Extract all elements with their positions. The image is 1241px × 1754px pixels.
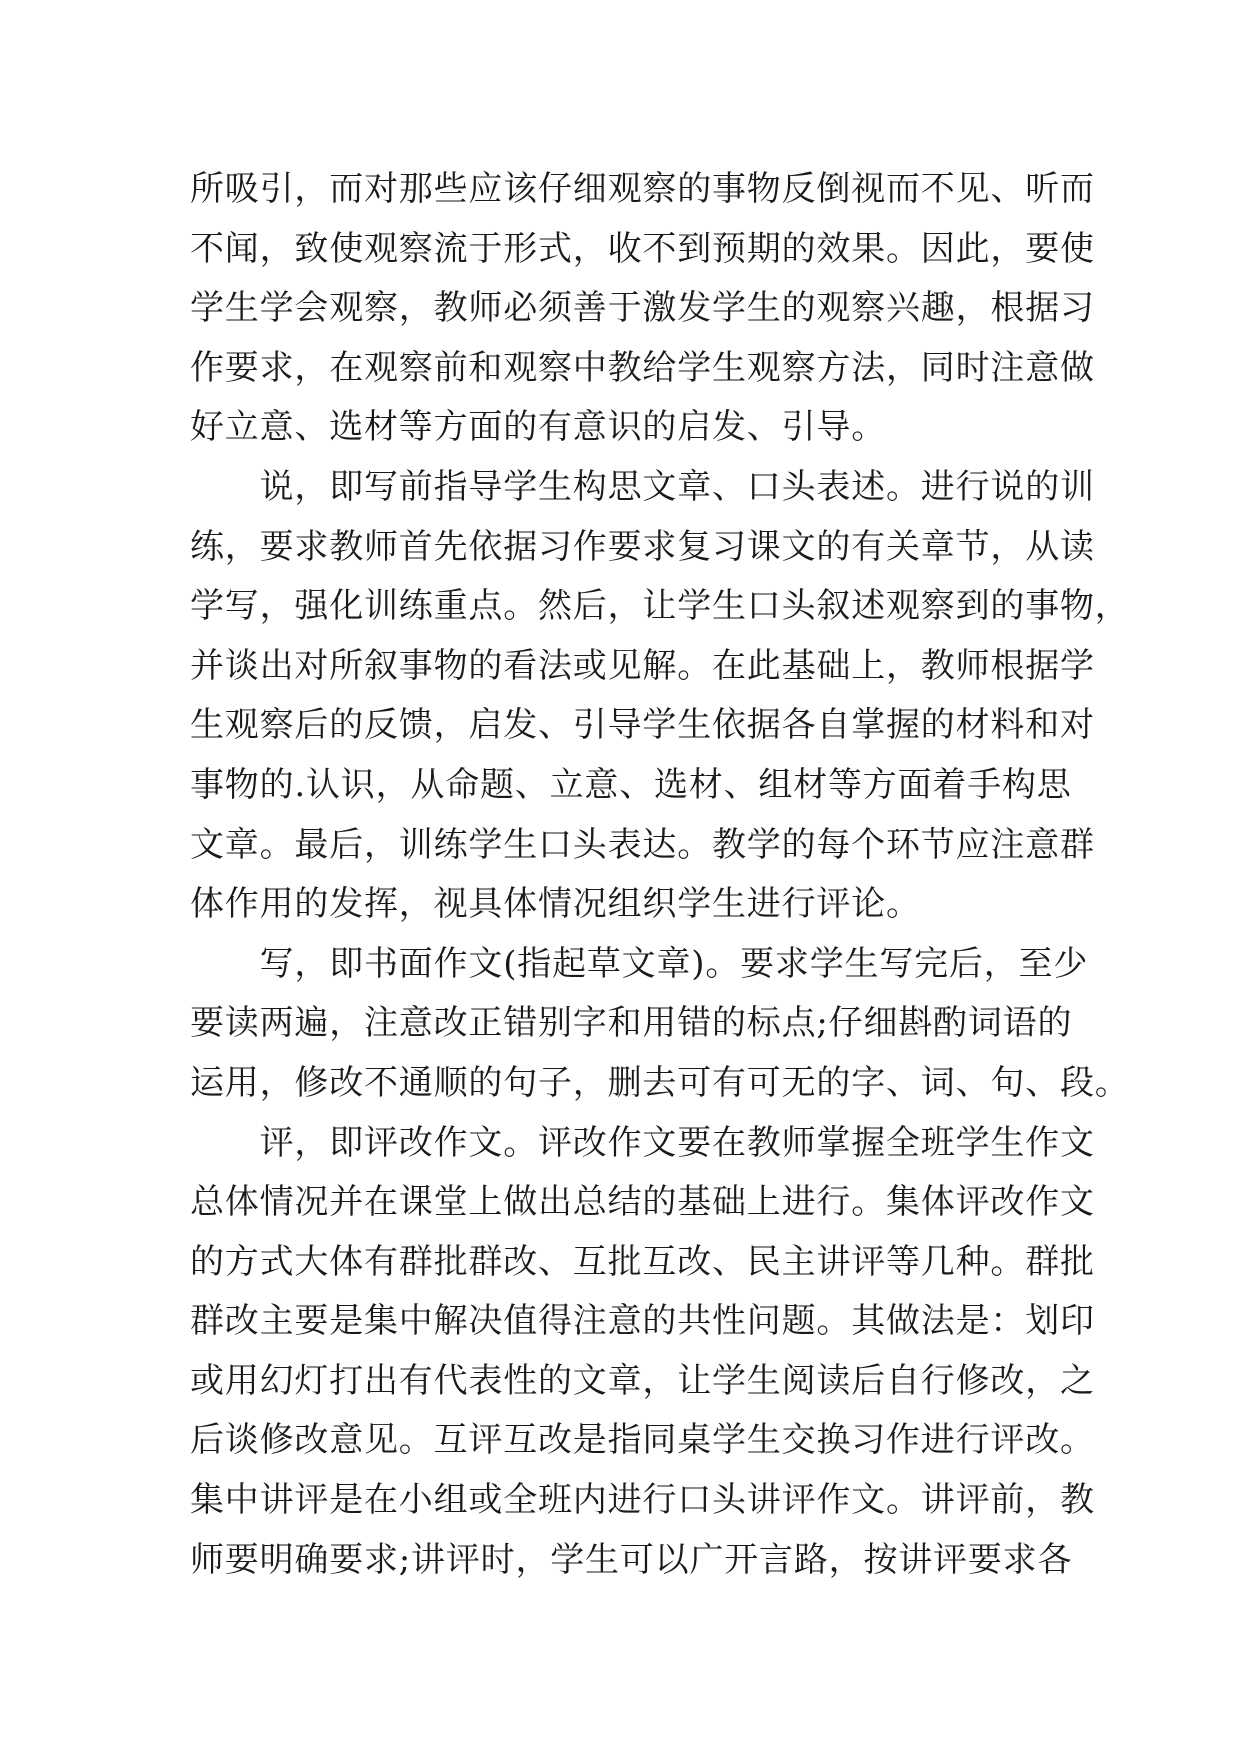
text-line: 生观察后的反馈，启发、引导学生依据各自掌握的材料和对 <box>190 705 1095 746</box>
text-line: 学写，强化训练重点。然后，让学生口头叙述观察到的事物， <box>190 586 1130 627</box>
text-line: 师要明确要求;讲评时，学生可以广开言路，按讲评要求各 <box>190 1539 1073 1580</box>
text-line: 群改主要是集中解决值得注意的共性问题。其做法是：划印 <box>190 1301 1095 1342</box>
paragraph-start-line: 评，即评改作文。评改作文要在教师掌握全班学生作文 <box>190 1122 1095 1163</box>
text-line: 总体情况并在课堂上做出总结的基础上进行。集体评改作文 <box>190 1182 1095 1223</box>
text-line: 要读两遍，注意改正错别字和用错的标点;仔细斟酌词语的 <box>190 1003 1073 1044</box>
text-line: 或用幻灯打出有代表性的文章，让学生阅读后自行修改，之 <box>190 1360 1095 1401</box>
paragraph-start-line: 写，即书面作文(指起草文章)。要求学生写完后，至少 <box>190 943 1089 984</box>
body-text <box>190 160 1130 1590</box>
text-line: 练，要求教师首先依据习作要求复习课文的有关章节，从读 <box>190 526 1095 567</box>
text-line: 学生学会观察，教师必须善于激发学生的观察兴趣，根据习 <box>190 288 1095 329</box>
text-line: 事物的.认识，从命题、立意、选材、组材等方面着手构思 <box>190 764 1072 805</box>
text-line: 运用，修改不通顺的句子，删去可有可无的字、词、句、段。 <box>190 1062 1130 1103</box>
text-line: 作要求，在观察前和观察中教给学生观察方法，同时注意做 <box>190 347 1095 388</box>
text-line: 集中讲评是在小组或全班内进行口头讲评作文。讲评前，教 <box>190 1480 1095 1521</box>
text-line: 所吸引，而对那些应该仔细观察的事物反倒视而不见、听而 <box>190 169 1095 209</box>
text-line: 并谈出对所叙事物的看法或见解。在此基础上，教师根据学 <box>190 645 1095 686</box>
text-line: 文章。最后，训练学生口头表达。教学的每个环节应注意群 <box>190 824 1095 865</box>
text-line: 不闻，致使观察流于形式，收不到预期的效果。因此，要使 <box>190 228 1095 269</box>
text-line: 体作用的发挥，视具体情况组织学生进行评论。 <box>190 884 921 925</box>
text-line: 后谈修改意见。互评互改是指同桌学生交换习作进行评改。 <box>190 1420 1095 1461</box>
text-line: 好立意、选材等方面的有意识的启发、引导。 <box>190 407 886 448</box>
text-line: 的方式大体有群批群改、互批互改、民主讲评等几种。群批 <box>190 1241 1095 1282</box>
paragraph-start-line: 说，即写前指导学生构思文章、口头表述。进行说的训 <box>190 466 1095 507</box>
